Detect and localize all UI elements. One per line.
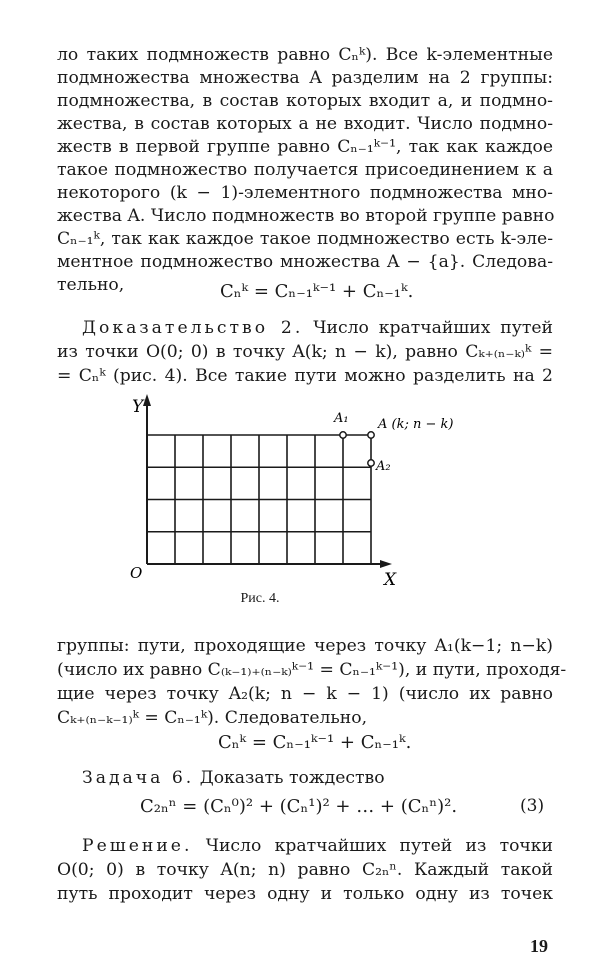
formula-recurrence-2: Cₙᵏ = Cₙ₋₁ᵏ⁻¹ + Cₙ₋₁ᵏ. bbox=[218, 732, 412, 753]
a2-label: A₂ bbox=[376, 459, 391, 474]
x-axis-arrow bbox=[380, 560, 392, 568]
text-line: ло таких подмножеств равно Cₙᵏ). Все k-элементные bbox=[57, 45, 553, 65]
x-axis-label: X bbox=[384, 570, 397, 590]
text-line: такое подмножество получается присоединением к a bbox=[57, 160, 553, 180]
proof-line bbox=[82, 318, 553, 338]
a-label: A (k; n − k) bbox=[378, 417, 454, 432]
text-line: (число их равно C₍ₖ₋₁₎₊₍ₙ₋ₖ₎ᵏ⁻¹ = Cₙ₋₁ᵏ⁻¹), и пути, проходя- bbox=[57, 660, 567, 680]
task-line bbox=[82, 768, 553, 788]
text-line: O(0; 0) в точку A(n; n) равно C₂ₙⁿ. Каждый такой bbox=[57, 860, 553, 880]
solution-line bbox=[82, 836, 553, 856]
a1-label: A₁ bbox=[334, 411, 349, 426]
formula-recurrence: Cₙᵏ = Cₙ₋₁ᵏ⁻¹ + Cₙ₋₁ᵏ. bbox=[220, 281, 414, 302]
point-a1 bbox=[340, 432, 346, 438]
proof-text: Число кратчайших путей bbox=[303, 318, 553, 338]
lattice-grid bbox=[147, 435, 371, 564]
task-label: Задача 6. bbox=[82, 768, 195, 788]
text-line: подмножества множества A разделим на 2 группы: bbox=[57, 68, 553, 88]
task-text: Доказать тождество bbox=[194, 768, 385, 788]
text-line: подмножества, в состав которых входит a, и подмно- bbox=[57, 91, 553, 111]
text-line: ментное подмножество множества A − {a}. Следова- bbox=[57, 252, 553, 272]
text-line: = Cₙᵏ (рис. 4). Все такие пути можно разделить на 2 bbox=[57, 366, 553, 386]
y-axis-arrow bbox=[143, 394, 151, 406]
text-line: жества, в состав которых a не входит. Число подмно- bbox=[57, 114, 553, 134]
text-line: жеств в первой группе равно Cₙ₋₁ᵏ⁻¹, так как каждое bbox=[57, 137, 553, 157]
text-line: жества A. Число подмножеств во второй группе равно bbox=[57, 206, 555, 226]
origin-label: O bbox=[130, 564, 143, 582]
solution-label: Решение. bbox=[82, 836, 193, 856]
page-number: 19 bbox=[530, 936, 548, 956]
point-a2 bbox=[368, 460, 374, 466]
text-line: группы: пути, проходящие через точку A₁(k−1; n−k) bbox=[57, 636, 553, 656]
text-line: некоторого (k − 1)-элементного подмножества мно- bbox=[57, 183, 553, 203]
point-a bbox=[368, 432, 374, 438]
text-line: щие через точку A₂(k; n − k − 1) (число их равно bbox=[57, 684, 553, 704]
text-line: Cₖ₊₍ₙ₋ₖ₋₁₎ᵏ = Cₙ₋₁ᵏ). Следовательно, bbox=[57, 708, 368, 728]
figure-caption: Рис. 4. bbox=[240, 591, 280, 606]
lattice-figure bbox=[120, 392, 500, 597]
text-line: путь проходит через одну и только одну из точек bbox=[57, 884, 553, 904]
y-axis-label: Y bbox=[132, 397, 144, 417]
text-line: из точки O(0; 0) в точку A(k; n − k), равно Cₖ₊₍ₙ₋ₖ₎ᵏ = bbox=[57, 342, 553, 362]
proof-label: Доказательство 2. bbox=[82, 318, 304, 338]
equation-number: (3) bbox=[520, 796, 545, 816]
solution-text: Число кратчайших путей из точки bbox=[192, 836, 553, 856]
text-line: тельно, bbox=[57, 275, 125, 295]
text-line: Cₙ₋₁ᵏ, так как каждое такое подмножество есть k-эле- bbox=[57, 229, 553, 249]
formula-identity: C₂ₙⁿ = (Cₙ⁰)² + (Cₙ¹)² + … + (Cₙⁿ)². bbox=[140, 796, 458, 817]
